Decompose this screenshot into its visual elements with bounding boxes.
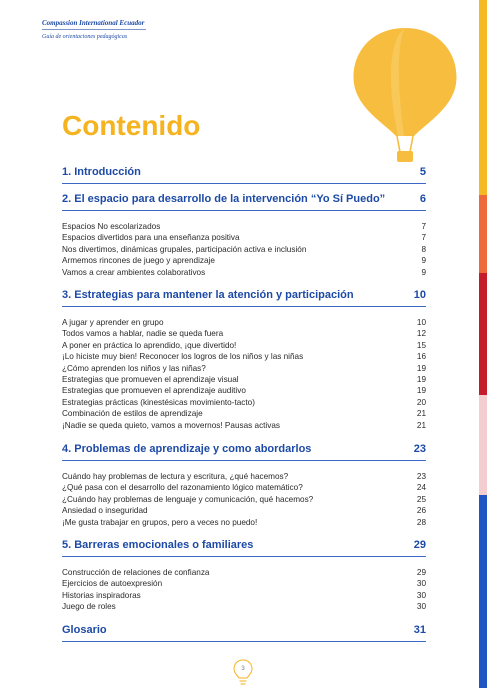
running-header bbox=[42, 19, 146, 40]
toc-entry[interactable] bbox=[62, 255, 426, 266]
toc-entry-label: Historias inspiradoras bbox=[62, 590, 141, 600]
side-stripe-orange bbox=[479, 195, 487, 273]
toc-entry-label: Estrategias que promueven el aprendizaje auditivo bbox=[62, 386, 246, 396]
toc-entry-page: 21 bbox=[416, 420, 426, 430]
side-stripe-pink bbox=[479, 395, 487, 495]
header-org: Compassion International Ecuador bbox=[42, 19, 145, 27]
toc-entry[interactable] bbox=[62, 232, 426, 243]
side-stripe-red bbox=[479, 273, 487, 395]
header-rule bbox=[42, 29, 146, 30]
toc-entry-page: 10 bbox=[416, 318, 426, 327]
toc-entry[interactable] bbox=[62, 351, 426, 362]
toc-entry[interactable] bbox=[62, 374, 426, 385]
toc-entry-label: ¿Qué pasa con el desarrollo del razonamiento lógico matemático? bbox=[62, 483, 303, 493]
page-number-badge bbox=[232, 658, 254, 688]
toc-entry[interactable] bbox=[62, 408, 426, 419]
toc-entry-page: 21 bbox=[416, 409, 426, 419]
toc-section-label: Glosario bbox=[62, 624, 107, 636]
page-number: 3 bbox=[241, 666, 245, 672]
toc-entry-page: 8 bbox=[421, 244, 426, 254]
toc-entry[interactable] bbox=[62, 601, 426, 612]
toc-section-page: 23 bbox=[413, 443, 426, 455]
toc-entry-page: 20 bbox=[416, 397, 426, 407]
toc-entry-page: 30 bbox=[416, 579, 426, 589]
header-subtitle: Guía de orientaciones pedagógicas bbox=[42, 34, 128, 40]
toc-entry-label: Armemos rincones de juego y aprendizaje bbox=[62, 256, 215, 266]
toc-entry-page: 16 bbox=[416, 352, 426, 362]
page-title: Contenido bbox=[62, 110, 201, 141]
toc-entry[interactable] bbox=[62, 317, 426, 328]
toc-entry[interactable] bbox=[62, 590, 426, 601]
toc-entry-page: 25 bbox=[416, 494, 426, 504]
toc-section[interactable] bbox=[62, 193, 426, 211]
toc-entry-label: ¡Nadie se queda quieto, vamos a movernos! Pausas activas bbox=[62, 420, 280, 430]
toc-entry-label: ¡Me gusta trabajar en grupos, pero a veces no puedo! bbox=[62, 517, 258, 527]
toc-entry-label: Ejercicios de autoexpresión bbox=[62, 579, 163, 589]
toc-entry-page: 28 bbox=[416, 517, 426, 527]
toc-entry[interactable] bbox=[62, 578, 426, 589]
toc-entry-page: 19 bbox=[416, 386, 426, 396]
toc-entry-label: ¿Cómo aprenden los niños y las niñas? bbox=[62, 363, 206, 373]
toc-entry-page: 9 bbox=[421, 256, 426, 266]
toc-entry-page: 26 bbox=[416, 506, 426, 516]
toc-entry[interactable] bbox=[62, 363, 426, 374]
toc-section-page: 31 bbox=[413, 624, 426, 636]
toc-entry-page: 24 bbox=[416, 483, 426, 493]
toc-entry-label: Espacios No escolarizados bbox=[62, 222, 161, 231]
toc-entry-page: 12 bbox=[416, 329, 426, 339]
toc-entry[interactable] bbox=[62, 397, 426, 408]
toc-entry-label: A jugar y aprender en grupo bbox=[62, 318, 164, 327]
toc-entry-page: 23 bbox=[416, 472, 426, 481]
toc-entry-page: 30 bbox=[416, 590, 426, 600]
toc-entry-label: Combinación de estilos de aprendizaje bbox=[62, 409, 203, 419]
toc-entry-label: ¡Lo hiciste muy bien! Reconocer los logros de los niños y las niñas bbox=[62, 352, 304, 362]
toc-entry[interactable] bbox=[62, 221, 426, 232]
side-stripe-yellow bbox=[479, 0, 487, 195]
toc-entry-label: Ansiedad o inseguridad bbox=[62, 506, 148, 516]
toc-entry-page: 9 bbox=[421, 267, 426, 277]
toc-entry-page: 7 bbox=[421, 233, 426, 243]
toc-entry-label: Estrategias prácticas (kinestésicas movimiento-tacto) bbox=[62, 397, 255, 407]
lightbulb-icon bbox=[232, 658, 254, 688]
toc-entry-label: Estrategias que promueven el aprendizaje visual bbox=[62, 375, 239, 384]
toc-entry[interactable] bbox=[62, 328, 426, 339]
toc-entry[interactable] bbox=[62, 267, 426, 278]
toc-entry-label: A poner en práctica lo aprendido, ¡que divertido! bbox=[62, 340, 237, 350]
toc-entry-label: ¿Cuándo hay problemas de lenguaje y comunicación, qué hacemos? bbox=[62, 494, 314, 504]
toc-entry-label: Juego de roles bbox=[62, 602, 116, 612]
toc-entry[interactable] bbox=[62, 505, 426, 516]
toc-section-page: 5 bbox=[419, 166, 426, 178]
toc-entry[interactable] bbox=[62, 482, 426, 493]
toc-section[interactable] bbox=[62, 539, 426, 557]
toc-section-label: 3. Estrategias para mantener la atención y participación bbox=[62, 289, 354, 301]
toc-entry-label: Cuándo hay problemas de lectura y escritura, ¿qué hacemos? bbox=[62, 472, 289, 481]
toc-entry[interactable] bbox=[62, 385, 426, 396]
toc-entry[interactable] bbox=[62, 494, 426, 505]
toc-section[interactable] bbox=[62, 166, 426, 184]
toc-entry[interactable] bbox=[62, 420, 426, 431]
toc-entry[interactable] bbox=[62, 567, 426, 578]
toc-section[interactable] bbox=[62, 443, 426, 461]
toc-section-label: 2. El espacio para desarrollo de la intervención “Yo Sí Puedo” bbox=[62, 193, 386, 205]
toc-section-label: 1. Introducción bbox=[62, 166, 141, 178]
hot-air-balloon-illustration bbox=[340, 20, 470, 170]
toc-entry-label: Todos vamos a hablar, nadie se queda fuera bbox=[62, 329, 224, 339]
side-stripe-blue bbox=[479, 495, 487, 688]
toc-entry-label: Construcción de relaciones de confianza bbox=[62, 568, 210, 577]
toc-entry[interactable] bbox=[62, 517, 426, 528]
toc-entry-label: Vamos a crear ambientes colaborativos bbox=[62, 267, 206, 277]
toc-entry-page: 30 bbox=[416, 602, 426, 612]
toc-section-page: 29 bbox=[413, 539, 426, 551]
toc-section[interactable] bbox=[62, 624, 426, 642]
toc-entry[interactable] bbox=[62, 471, 426, 482]
toc-entry-label: Espacios divertidos para una enseñanza positiva bbox=[62, 233, 240, 243]
toc-section-label: 5. Barreras emocionales o familiares bbox=[62, 539, 254, 551]
toc-entry-label: Nos divertimos, dinámicas grupales, participación activa e inclusión bbox=[62, 244, 307, 254]
toc-entry-page: 29 bbox=[416, 568, 426, 577]
toc-section-page: 10 bbox=[413, 289, 426, 301]
toc-entry-page: 15 bbox=[416, 340, 426, 350]
toc-entry-page: 7 bbox=[421, 222, 426, 231]
toc-entry-page: 19 bbox=[416, 363, 426, 373]
toc-entry-page: 19 bbox=[416, 375, 426, 384]
toc-section[interactable] bbox=[62, 289, 426, 307]
toc-section-page: 6 bbox=[419, 193, 426, 205]
toc-entry[interactable] bbox=[62, 244, 426, 255]
toc-entry[interactable] bbox=[62, 340, 426, 351]
toc-section-label: 4. Problemas de aprendizaje y como abordarlos bbox=[62, 443, 312, 455]
